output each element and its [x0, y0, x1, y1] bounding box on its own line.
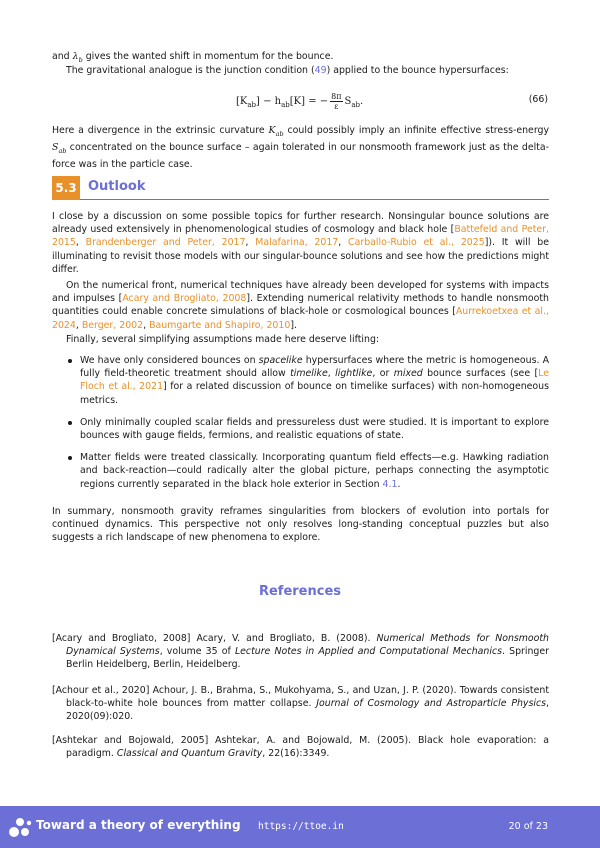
- reference-item: [52, 632, 549, 672]
- eq-sub: ab: [281, 101, 290, 109]
- frac-num: 8π: [331, 92, 342, 101]
- section-number: 5.3: [52, 176, 80, 200]
- math-sub: ab: [58, 146, 67, 155]
- text: Matter fields were treated classically. Incorporating quantum field effects—e.g. Hawking radiation and back-reaction—could radically alter the global picture, perhaps connecting the asymptotic regions currently separated in the black hole exterior in Section: [80, 452, 549, 490]
- equation-66: [0, 92, 600, 112]
- text: . Springer Berlin Heidelberg, Berlin, Heidelberg.: [66, 646, 549, 671]
- citation-link[interactable]: Aurrekoetxea et al., 2024: [52, 306, 549, 331]
- divergence-paragraph: [52, 124, 549, 171]
- ref-title: Numerical Methods for Nonsmooth Dynamical Systems: [66, 633, 549, 658]
- citation-link[interactable]: Baumgarte and Shapiro, 2010: [149, 319, 291, 331]
- math-s: S: [52, 142, 59, 154]
- text: ,: [75, 237, 86, 249]
- section-heading: [52, 176, 549, 200]
- dots-logo-icon: [8, 815, 32, 839]
- text: ].: [290, 319, 297, 331]
- frac-den: ε: [334, 102, 339, 111]
- citation-link[interactable]: Carballo-Rubio et al., 2025: [348, 237, 485, 249]
- emph: mixed: [393, 368, 423, 380]
- text: We have only considered bounces on: [80, 355, 259, 366]
- text: , volume 35 of: [159, 646, 235, 658]
- text: bounce surfaces (see [: [422, 368, 539, 380]
- text: , 2020(09):020.: [66, 698, 549, 723]
- text: , or: [372, 368, 394, 380]
- emph: spacelike: [258, 355, 303, 366]
- ref-journal: Classical and Quantum Gravity: [116, 748, 263, 760]
- outlook-paragraph-3: Finally, several simplifying assumptions made here deserve lifting:: [66, 334, 380, 345]
- summary-paragraph: In summary, nonsmooth gravity reframes singularities from blockers of evolution into portals for continued dynamics. This perspective not only resolves long-standing conceptual puzzles but also suggests a rich landscape of new phenomena to explore.: [52, 506, 549, 544]
- text: ,: [327, 368, 336, 380]
- text: [Achour et al., 2020] Achour, J. B., Brahma, S., Mukohyama, S., and Uzan, J. P. (2020). Towards consistent black-to-white hole bounces from matter collapse.: [52, 685, 549, 710]
- emph: timelike: [290, 368, 328, 380]
- eq-part: [K: [236, 96, 248, 107]
- text: [Acary and Brogliato, 2008] Acary, V. and Brogliato, B. (2008).: [52, 633, 377, 644]
- footer-title: Toward a theory of everything: [36, 818, 241, 832]
- math-sub: b: [78, 55, 83, 64]
- equation-ref-link[interactable]: 49: [314, 65, 327, 76]
- text: ,: [143, 319, 150, 331]
- text: .: [397, 478, 401, 490]
- eq-part: .: [360, 96, 364, 107]
- eq-part: ] − h: [256, 96, 282, 107]
- footer-bar: [0, 806, 600, 848]
- text: On the numerical front, numerical techniques have already been developed for systems with impacts and impulses [: [52, 280, 549, 305]
- text: gives the wanted shift in momentum for the bounce.: [82, 51, 334, 62]
- text: The gravitational analogue is the junction condition (: [66, 65, 315, 76]
- citation-link[interactable]: Brandenberger and Peter, 2017: [85, 237, 246, 249]
- emph: lightlike: [335, 368, 373, 380]
- list-item: Only minimally coupled scalar fields and pressureless dust were studied. It is important to explore bounces with gauge fields, fermions, and realistic equations of state.: [52, 416, 549, 442]
- text: could possibly imply an infinite effective stress-energy: [283, 125, 550, 136]
- math-k: K: [268, 125, 276, 136]
- text: ,: [75, 319, 82, 331]
- text: ]. Extending numerical relativity methods to handle nonsmooth quantities could enable concrete simulations of black-hole or cosmological bounces [: [52, 293, 549, 318]
- text: I close by a discussion on some possible topics for further research. Nonsingular bounce solutions are already used extensively in phenomenological studies of cosmology and black hole [: [52, 211, 549, 236]
- citation-link[interactable]: Malafarina, 2017: [255, 237, 339, 249]
- text: concentrated on the bounce surface – again tolerated in our nonsmooth framework just as the delta-force was in the particle case.: [52, 142, 549, 171]
- eq-sub: ab: [351, 101, 361, 109]
- text: ,: [245, 237, 256, 249]
- reference-item: [52, 734, 549, 760]
- page-number: 20 of 23: [508, 821, 548, 832]
- math-sub: ab: [275, 129, 284, 138]
- citation-link[interactable]: Berger, 2002: [81, 319, 144, 331]
- reference-item: [52, 684, 549, 724]
- eq-fraction: [330, 92, 342, 111]
- ref-journal: Journal of Cosmology and Astroparticle Physics: [316, 698, 547, 710]
- eq-part: S: [344, 96, 352, 107]
- text: hypersurfaces where the metric is homogeneous. A fully field-theoretic treatment should allow: [80, 355, 549, 380]
- equation-body: [236, 92, 363, 111]
- assumption-list: [52, 354, 549, 500]
- intro-line-2: [52, 64, 549, 77]
- section-ref-link[interactable]: 4.1: [382, 478, 398, 490]
- text: ,: [338, 237, 349, 249]
- citation-link[interactable]: Le Floch et al., 2021: [80, 368, 549, 393]
- eq-sub: ab: [247, 101, 257, 109]
- ref-series: Lecture Notes in Applied and Computational Mechanics: [234, 646, 502, 658]
- text: Here a divergence in the extrinsic curvature: [52, 125, 269, 136]
- section-rule: [80, 199, 549, 200]
- text: ]). It will be illuminating to revisit those models with our singular-bounce solutions and see how the predictions might differ.: [52, 237, 549, 275]
- text: and: [52, 51, 73, 62]
- footer-url-link[interactable]: https://ttoe.in: [258, 821, 344, 832]
- references-title: References: [258, 584, 342, 599]
- text: ) applied to the bounce hypersurfaces:: [326, 65, 509, 76]
- citation-link[interactable]: Battefeld and Peter, 2015: [52, 224, 549, 249]
- outlook-paragraph-2: [52, 279, 549, 332]
- eq-part: [K] = −: [289, 96, 329, 107]
- text: [Ashtekar and Bojowald, 2005] Ashtekar, A. and Bojowald, M. (2005). Black hole evaporation: a paradigm.: [52, 735, 549, 760]
- text: , 22(16):3349.: [262, 748, 330, 760]
- math-lambda: λ: [72, 51, 79, 62]
- section-title: Outlook: [88, 179, 146, 194]
- text: ] for a related discussion of bounce on timelike surfaces) with non-homogeneous metrics.: [80, 381, 549, 406]
- equation-number: (66): [528, 94, 548, 105]
- list-item: [52, 354, 549, 407]
- outlook-paragraph-1: [52, 210, 549, 276]
- list-item: [52, 451, 549, 491]
- citation-link[interactable]: Acary and Brogliato, 2008: [122, 293, 247, 305]
